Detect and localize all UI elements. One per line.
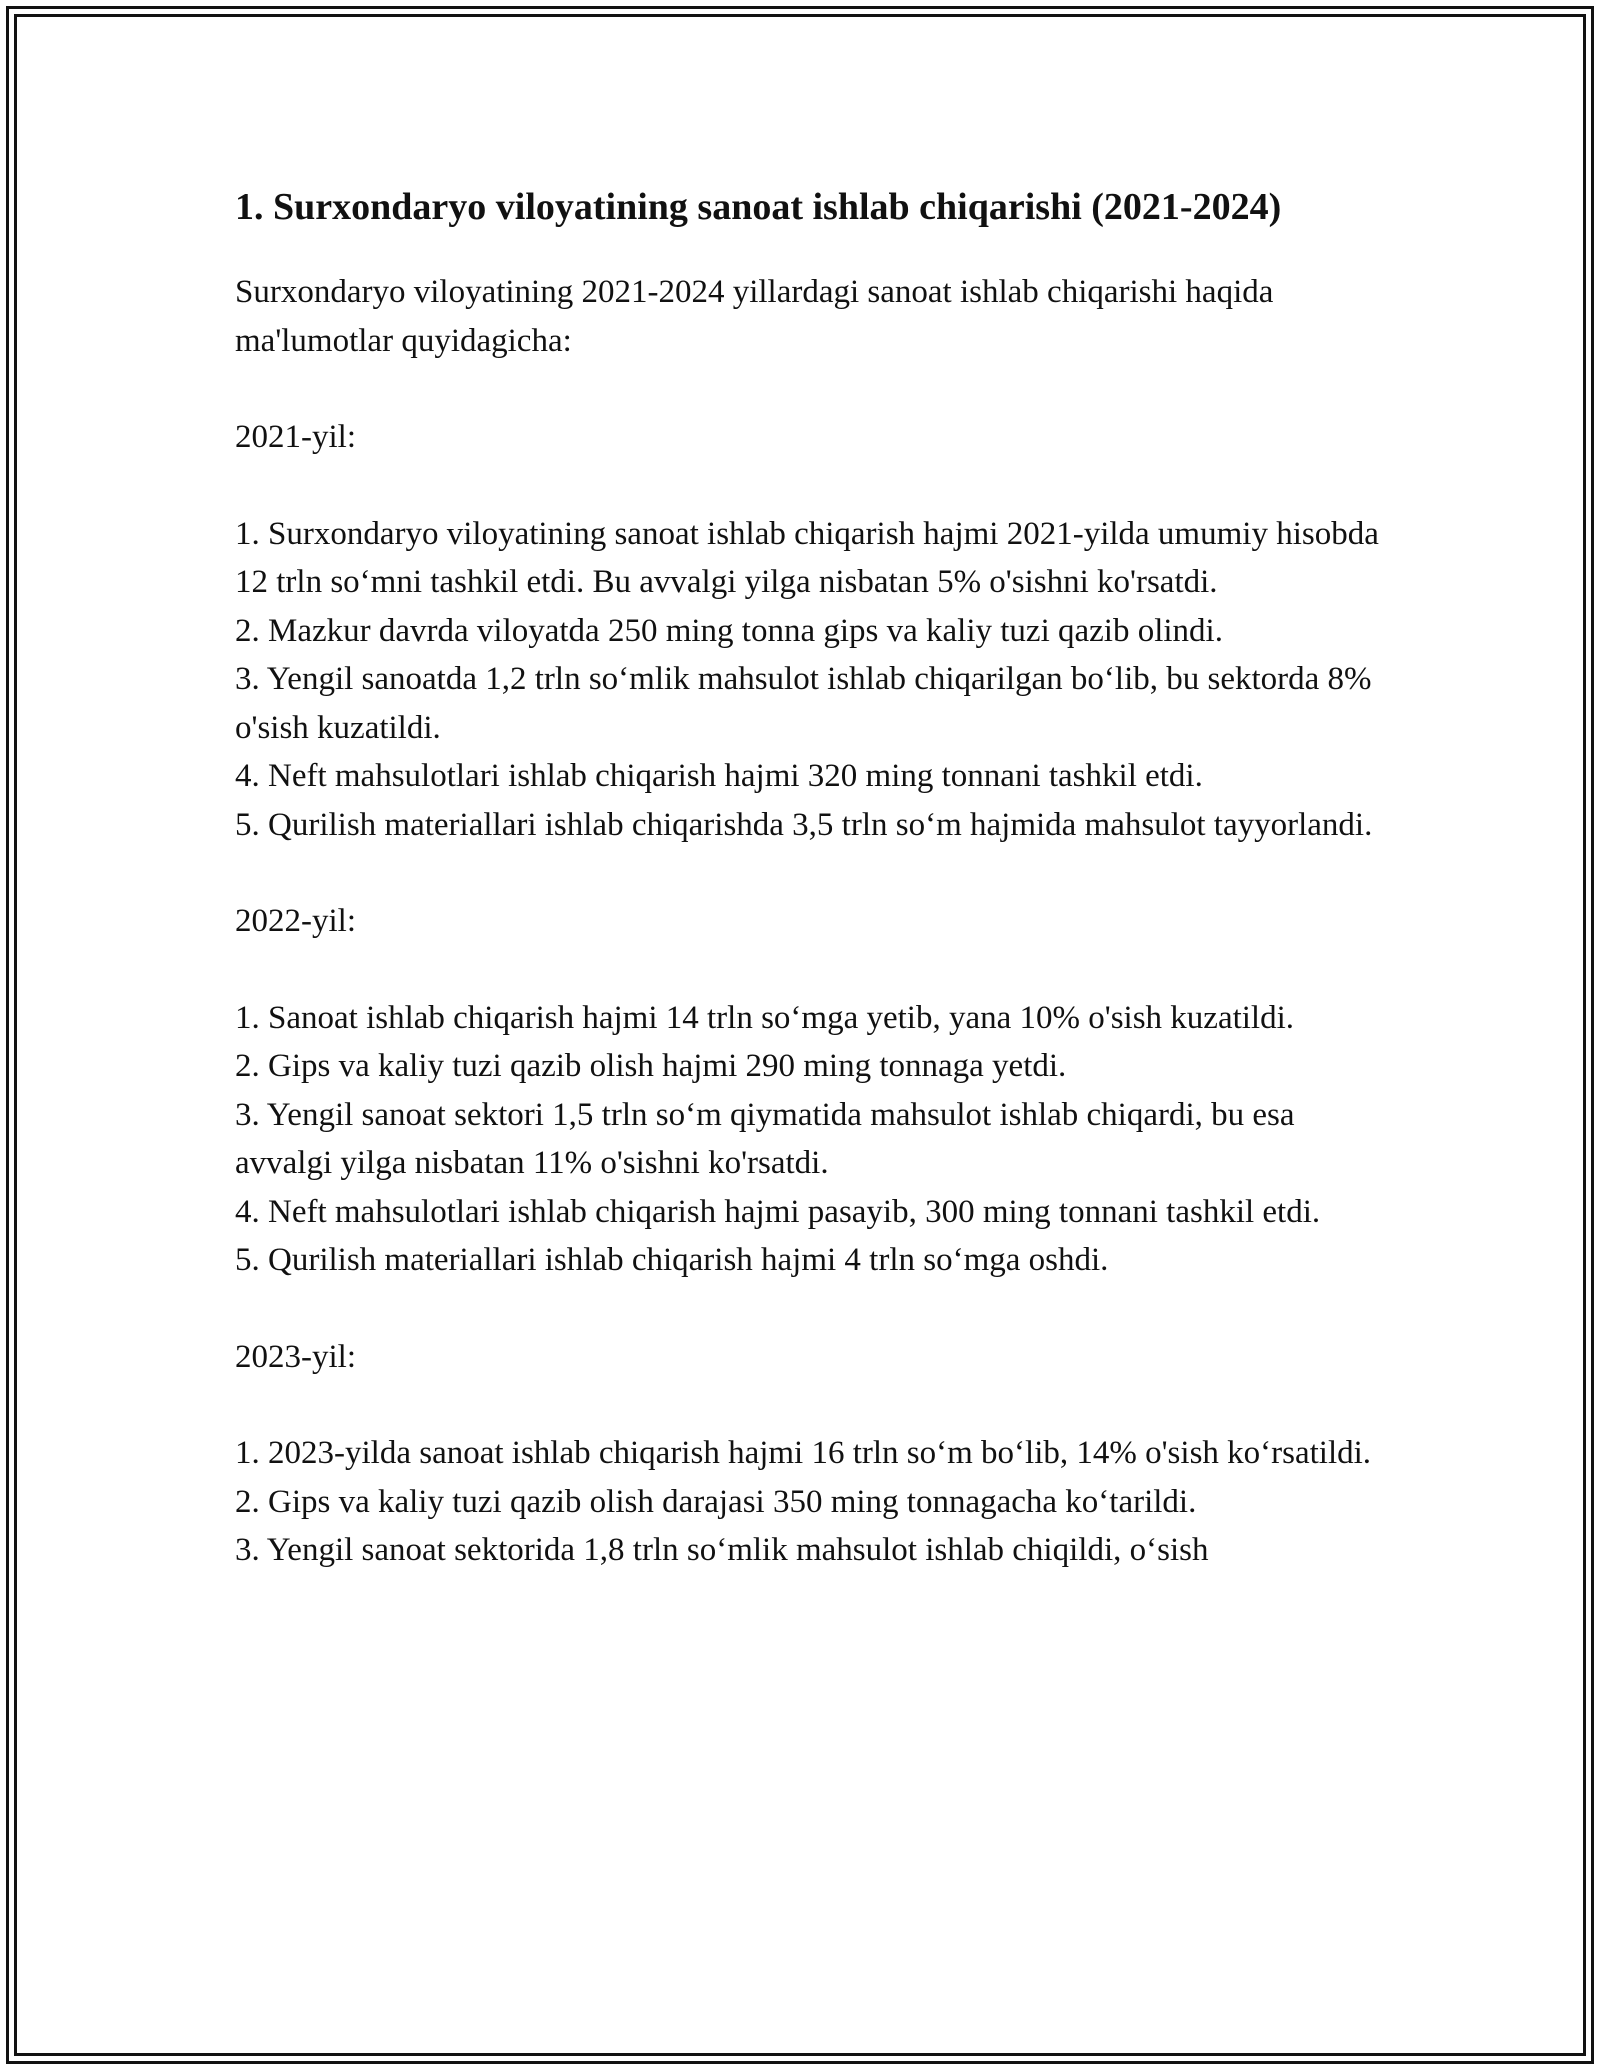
document-title: 1. Surxondaryo viloyatining sanoat ishlab chiqarishi (2021-2024) [235, 186, 1282, 228]
year-heading-2021: 2021-yil: [235, 419, 356, 455]
list-2022 [235, 994, 1395, 1285]
list-item: 2. Mazkur davrda viloyatda 250 ming tonna gips va kaliy tuzi qazib olindi. [235, 612, 1223, 649]
list-2021 [235, 510, 1395, 850]
list-item: 4. Neft mahsulotlari ishlab chiqarish hajmi 320 ming tonnani tashkil etdi. [235, 758, 1203, 794]
list-item: 3. Yengil sanoatda 1,2 trln so‘mlik mahsulot ishlab chiqarilgan bo‘lib, bu sektorda 8% o'sish kuzatildi. [235, 661, 1372, 746]
list-item: 3. Yengil sanoat sektorida 1,8 trln so‘mlik mahsulot ishlab chiqildi, o‘sish [235, 1532, 1209, 1568]
list-item: 1. 2023-yilda sanoat ishlab chiqarish hajmi 16 trln so‘m bo‘lib, 14% o'sish ko‘rsatildi. [235, 1435, 1372, 1471]
document-page [235, 186, 1395, 1575]
list-item: 1. Sanoat ishlab chiqarish hajmi 14 trln so‘mga yetib, yana 10% o'sish kuzatildi. [235, 999, 1295, 1036]
list-item: 5. Qurilish materiallari ishlab chiqarish hajmi 4 trln so‘mga oshdi. [235, 1242, 1109, 1278]
intro-paragraph: Surxondaryo viloyatining 2021-2024 yillardagi sanoat ishlab chiqarishi haqida ma'lumotlar quyidagicha: [235, 274, 1274, 359]
list-item: 2. Gips va kaliy tuzi qazib olish hajmi 290 ming tonnaga yetdi. [235, 1048, 1067, 1084]
year-heading-2022: 2022-yil: [235, 903, 356, 939]
list-item: 5. Qurilish materiallari ishlab chiqarishda 3,5 trln so‘m hajmida mahsulot tayyorlandi. [235, 806, 1373, 843]
list-item: 4. Neft mahsulotlari ishlab chiqarish hajmi pasayib, 300 ming tonnani tashkil etdi. [235, 1193, 1321, 1230]
list-item: 2. Gips va kaliy tuzi qazib olish darajasi 350 ming tonnagacha ko‘tarildi. [235, 1483, 1197, 1520]
list-2023 [235, 1429, 1395, 1575]
list-item: 3. Yengil sanoat sektori 1,5 trln so‘m qiymatida mahsulot ishlab chiqardi, bu esa avvalgi yilga nisbatan 11% o'sishni ko'rsatdi. [235, 1096, 1295, 1181]
year-heading-2023: 2023-yil: [235, 1338, 356, 1375]
list-item: 1. Surxondaryo viloyatining sanoat ishlab chiqarish hajmi 2021-yilda umumiy hisobda 12 trln so‘mni tashkil etdi. Bu avvalgi yilga nisbatan 5% o'sishni ko'rsatdi. [235, 515, 1379, 600]
